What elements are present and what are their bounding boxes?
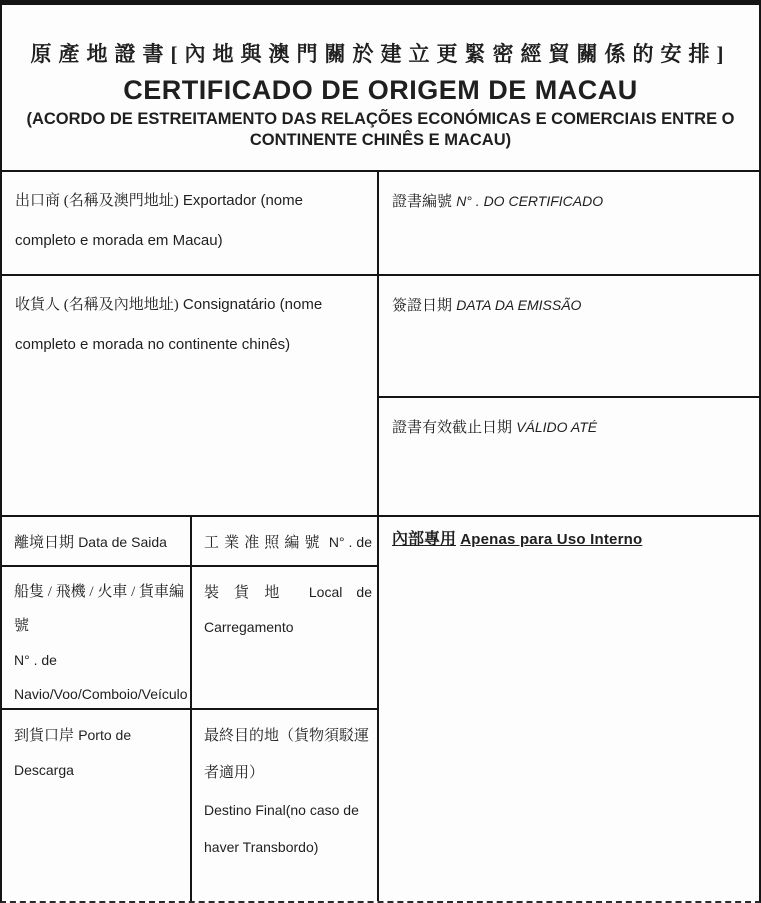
field-consignee bbox=[2, 276, 377, 517]
consignee-label-pt: Consignatário (nome completo e morada no continente chinês) bbox=[15, 296, 323, 353]
right-column bbox=[379, 172, 759, 901]
internal-use-label-zh: 內部專用 bbox=[392, 531, 457, 548]
discharge-port-label-pt: Porto de Descarga bbox=[14, 727, 132, 778]
exporter-label-zh: 出口商 (名稱及澳門地址) bbox=[15, 193, 179, 209]
consignee-label-zh: 收貨人 (名稱及內地地址) bbox=[15, 297, 179, 313]
subtitle-portuguese: (ACORDO DE ESTREITAMENTO DAS RELAÇÕES ECONÓMICAS E COMERCIAIS ENTRE O CONTINENTE CHINÊS E MACAU) bbox=[26, 110, 735, 149]
issue-date-label-zh: 簽證日期 bbox=[392, 298, 453, 314]
valid-until-label-pt: VÁLIDO ATÉ bbox=[516, 419, 598, 435]
field-issue-date bbox=[379, 276, 759, 398]
field-final-destination bbox=[192, 710, 377, 901]
field-industrial-licence bbox=[192, 517, 377, 567]
field-internal-use bbox=[379, 517, 759, 901]
final-destination-label-pt: Destino Final(no caso de haver Transbordo) bbox=[204, 802, 359, 855]
industrial-licence-label-zh: 工業准照編號 bbox=[204, 535, 325, 551]
loading-place-label-pt-line1: Local de bbox=[308, 584, 372, 600]
form-body bbox=[2, 172, 759, 901]
vessel-label-pt-line2: Navio/Voo/Comboio/Veículo bbox=[14, 686, 188, 702]
final-destination-label-zh: 最終目的地（貨物須駁運者適用） bbox=[204, 728, 370, 781]
internal-use-label-pt: Apenas para Uso Interno bbox=[460, 531, 643, 548]
field-loading-place bbox=[192, 567, 377, 710]
exporter-label-pt: Exportador (nome completo e morada em Macau) bbox=[15, 192, 303, 249]
title-portuguese: CERTIFICADO DE ORIGEM DE MACAU bbox=[123, 75, 638, 105]
certificate-number-label-pt: N° . DO CERTIFICADO bbox=[456, 193, 604, 209]
certificate-number-label-zh: 證書編號 bbox=[392, 194, 453, 210]
loading-place-label-pt-line2: Carregamento bbox=[204, 619, 294, 635]
loading-place-line1 bbox=[204, 575, 372, 610]
departure-date-label-zh: 離境日期 bbox=[14, 535, 75, 551]
valid-until-label-zh: 證書有效截止日期 bbox=[392, 420, 513, 436]
field-departure-date bbox=[2, 517, 192, 567]
field-exporter bbox=[2, 172, 377, 276]
issue-date-label-pt: DATA DA EMISSÃO bbox=[456, 297, 582, 313]
form-header bbox=[2, 5, 759, 172]
industrial-licence-label-pt: N° . de bbox=[328, 534, 372, 550]
loading-place-label-zh: 裝貨地 bbox=[204, 585, 295, 601]
title-chinese: 原產地證書[內地與澳門關於建立更緊密經貿關係的安排] bbox=[30, 42, 731, 66]
field-vessel-number bbox=[2, 567, 192, 710]
vessel-label-pt-line1: N° . de bbox=[14, 652, 57, 668]
field-valid-until bbox=[379, 398, 759, 517]
field-certificate-number bbox=[379, 172, 759, 276]
vessel-label-zh: 船隻 / 飛機 / 火車 / 貨車編號 bbox=[14, 584, 185, 634]
field-discharge-port bbox=[2, 710, 192, 901]
discharge-port-label-zh: 到貨口岸 bbox=[14, 728, 75, 744]
transport-grid bbox=[2, 517, 377, 901]
left-column bbox=[2, 172, 379, 901]
departure-date-label-pt: Data de Saida bbox=[78, 534, 167, 550]
